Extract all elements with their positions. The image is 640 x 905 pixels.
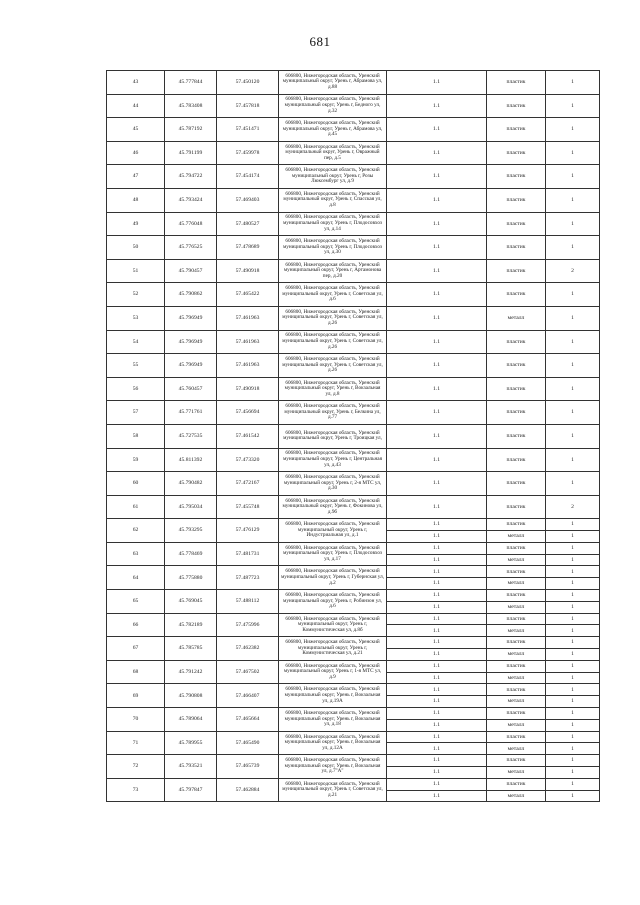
count-cell: 1	[546, 448, 600, 472]
table-row	[107, 188, 600, 212]
area-cell: 1.1	[387, 472, 487, 496]
area-cell: 1.1	[387, 672, 487, 684]
material-cell: пластик	[487, 519, 546, 531]
material-cell: пластик	[487, 684, 546, 696]
area-cell: 1.1	[387, 401, 487, 425]
area-cell: 1.1	[387, 71, 487, 95]
table-row	[107, 778, 600, 790]
address-cell: 606800, Нижегородская область, Уренский муниципальный округ, Урень г, 2-я МТС ул, д.30	[279, 472, 387, 496]
latitude-cell: 45.789064	[165, 708, 217, 732]
latitude-cell: 45.790457	[165, 259, 217, 283]
material-cell: пластик	[487, 424, 546, 448]
longitude-cell: 57.488112	[217, 590, 279, 614]
row-number-cell: 60	[107, 472, 165, 496]
table-row	[107, 141, 600, 165]
latitude-cell: 45.776525	[165, 236, 217, 260]
count-cell: 1	[546, 354, 600, 378]
longitude-cell: 57.476129	[217, 519, 279, 543]
count-cell: 1	[546, 625, 600, 637]
table-row	[107, 283, 600, 307]
address-cell: 606800, Нижегородская область, Уренский муниципальный округ, Урень г, Робинзон ул, д.6	[279, 590, 387, 614]
table-row	[107, 212, 600, 236]
material-cell: металл	[487, 649, 546, 661]
latitude-cell: 45.778469	[165, 542, 217, 566]
material-cell: пластик	[487, 401, 546, 425]
address-cell: 606800, Нижегородская область, Уренский муниципальный округ, Урень г, Абрамова ул, д.88	[279, 71, 387, 95]
count-cell: 1	[546, 719, 600, 731]
material-cell: пластик	[487, 495, 546, 519]
row-number-cell: 61	[107, 495, 165, 519]
table-row	[107, 71, 600, 95]
material-cell: пластик	[487, 448, 546, 472]
row-number-cell: 50	[107, 236, 165, 260]
latitude-cell: 45.811392	[165, 448, 217, 472]
area-cell: 1.1	[387, 731, 487, 743]
latitude-cell: 45.727535	[165, 424, 217, 448]
latitude-cell: 45.797847	[165, 778, 217, 802]
address-cell: 606800, Нижегородская область, Уренский муниципальный округ, Урень г, Троицкая ул,	[279, 424, 387, 448]
area-cell: 1.1	[387, 590, 487, 602]
address-cell: 606800, Нижегородская область, Уренский муниципальный округ, Урень г, 1-я МТС ул, д.9	[279, 660, 387, 684]
area-cell: 1.1	[387, 566, 487, 578]
page-number: 681	[309, 34, 331, 49]
material-cell: пластик	[487, 94, 546, 118]
address-cell: 606800, Нижегородская область, Уренский муниципальный округ, Урень г, Розы Люксембург ул, д.9	[279, 165, 387, 189]
address-cell: 606800, Нижегородская область, Уренский муниципальный округ, Урень г, Плодосовхоз ул, д.30	[279, 236, 387, 260]
address-cell: 606800, Нижегородская область, Уренский муниципальный округ, Урень г, Советская ул, д.26	[279, 306, 387, 330]
row-number-cell: 43	[107, 71, 165, 95]
area-cell: 1.1	[387, 236, 487, 260]
area-cell: 1.1	[387, 531, 487, 543]
count-cell: 2	[546, 495, 600, 519]
table-row	[107, 542, 600, 554]
table-row	[107, 519, 600, 531]
address-cell: 606800, Нижегородская область, Уренский муниципальный округ, Урень г, Спасская ул, д.8	[279, 188, 387, 212]
material-cell: пластик	[487, 778, 546, 790]
count-cell: 1	[546, 566, 600, 578]
area-cell: 1.1	[387, 188, 487, 212]
longitude-cell: 57.481731	[217, 542, 279, 566]
row-number-cell: 46	[107, 141, 165, 165]
address-cell: 606800, Нижегородская область, Уренский муниципальный округ, Урень г, Белкина ул, д.77	[279, 401, 387, 425]
count-cell: 1	[546, 601, 600, 613]
material-cell: пластик	[487, 71, 546, 95]
row-number-cell: 71	[107, 731, 165, 755]
address-cell: 606800, Нижегородская область, Уренский муниципальный округ, Урень г, Вокзальная ул, д.7"А"	[279, 755, 387, 779]
area-cell: 1.1	[387, 354, 487, 378]
latitude-cell: 45.793424	[165, 188, 217, 212]
address-cell: 606800, Нижегородская область, Уренский муниципальный округ, Урень г, Плодосовхоз ул, д.17	[279, 542, 387, 566]
table-body	[107, 71, 600, 802]
longitude-cell: 57.487723	[217, 566, 279, 590]
address-cell: 606800, Нижегородская область, Уренский муниципальный округ, Урень г, Вокзальная ул, д.12А	[279, 731, 387, 755]
latitude-cell: 45.791242	[165, 660, 217, 684]
material-cell: пластик	[487, 283, 546, 307]
row-number-cell: 48	[107, 188, 165, 212]
area-cell: 1.1	[387, 495, 487, 519]
row-number-cell: 57	[107, 401, 165, 425]
count-cell: 1	[546, 519, 600, 531]
longitude-cell: 57.469403	[217, 188, 279, 212]
address-cell: 606800, Нижегородская область, Уренский муниципальный округ, Урень г, Советская ул, д.26	[279, 330, 387, 354]
row-number-cell: 72	[107, 755, 165, 779]
longitude-cell: 57.462884	[217, 778, 279, 802]
table-row	[107, 306, 600, 330]
row-number-cell: 62	[107, 519, 165, 543]
material-cell: пластик	[487, 637, 546, 649]
row-number-cell: 53	[107, 306, 165, 330]
material-cell: пластик	[487, 141, 546, 165]
row-number-cell: 45	[107, 118, 165, 142]
table-row	[107, 708, 600, 720]
row-number-cell: 47	[107, 165, 165, 189]
area-cell: 1.1	[387, 578, 487, 590]
address-cell: 606800, Нижегородская область, Уренский муниципальный округ, Урень г, Советская ул, д.26	[279, 354, 387, 378]
table-row	[107, 401, 600, 425]
longitude-cell: 57.465739	[217, 755, 279, 779]
area-cell: 1.1	[387, 283, 487, 307]
longitude-cell: 57.461963	[217, 354, 279, 378]
count-cell: 2	[546, 259, 600, 283]
table-row	[107, 566, 600, 578]
table-row	[107, 354, 600, 378]
area-cell: 1.1	[387, 448, 487, 472]
count-cell: 1	[546, 94, 600, 118]
material-cell: пластик	[487, 377, 546, 401]
table-row	[107, 94, 600, 118]
address-cell: 606800, Нижегородская область, Уренский муниципальный округ, Урень г, Овражный пер, д.5	[279, 141, 387, 165]
table-row	[107, 377, 600, 401]
area-cell: 1.1	[387, 118, 487, 142]
material-cell: пластик	[487, 354, 546, 378]
area-cell: 1.1	[387, 306, 487, 330]
latitude-cell: 45.789955	[165, 731, 217, 755]
row-number-cell: 49	[107, 212, 165, 236]
area-cell: 1.1	[387, 696, 487, 708]
area-cell: 1.1	[387, 755, 487, 767]
table-row	[107, 637, 600, 649]
latitude-cell: 45.776048	[165, 212, 217, 236]
row-number-cell: 64	[107, 566, 165, 590]
count-cell: 1	[546, 542, 600, 554]
count-cell: 1	[546, 188, 600, 212]
row-number-cell: 56	[107, 377, 165, 401]
count-cell: 1	[546, 672, 600, 684]
area-cell: 1.1	[387, 743, 487, 755]
address-cell: 606800, Нижегородская область, Уренский муниципальный округ, Урень г, Центральная ул, д.43	[279, 448, 387, 472]
latitude-cell: 45.790862	[165, 283, 217, 307]
address-cell: 606800, Нижегородская область, Уренский муниципальный округ, Урень г, Артамонова пер, д.20	[279, 259, 387, 283]
latitude-cell: 45.796949	[165, 330, 217, 354]
address-cell: 606800, Нижегородская область, Уренский муниципальный округ, Урень г, Губернская ул, д.2	[279, 566, 387, 590]
row-number-cell: 52	[107, 283, 165, 307]
address-cell: 606800, Нижегородская область, Уренский муниципальный округ, Урень г, Вокзальная ул, д.19А	[279, 684, 387, 708]
row-number-cell: 59	[107, 448, 165, 472]
latitude-cell: 45.775880	[165, 566, 217, 590]
row-number-cell: 51	[107, 259, 165, 283]
table-row	[107, 731, 600, 743]
row-number-cell: 54	[107, 330, 165, 354]
longitude-cell: 57.472167	[217, 472, 279, 496]
address-cell: 606800, Нижегородская область, Уренский муниципальный округ, Урень г, Фокинова ул, д.9б	[279, 495, 387, 519]
material-cell: металл	[487, 578, 546, 590]
latitude-cell: 45.782189	[165, 613, 217, 637]
table-row	[107, 259, 600, 283]
material-cell: металл	[487, 601, 546, 613]
table-row	[107, 613, 600, 625]
longitude-cell: 57.465422	[217, 283, 279, 307]
longitude-cell: 57.461542	[217, 424, 279, 448]
row-number-cell: 63	[107, 542, 165, 566]
table-row	[107, 424, 600, 448]
address-cell: 606800, Нижегородская область, Уренский муниципальный округ, Урень г, Коммунистическая ул, д.8б	[279, 613, 387, 637]
longitude-cell: 57.457818	[217, 94, 279, 118]
material-cell: металл	[487, 719, 546, 731]
count-cell: 1	[546, 743, 600, 755]
latitude-cell: 45.785785	[165, 637, 217, 661]
material-cell: пластик	[487, 566, 546, 578]
address-cell: 606800, Нижегородская область, Уренский муниципальный округ, Урень г, Индустриальная ул, д.1	[279, 519, 387, 543]
latitude-cell: 45.796949	[165, 306, 217, 330]
table-row	[107, 590, 600, 602]
material-cell: металл	[487, 672, 546, 684]
material-cell: металл	[487, 306, 546, 330]
material-cell: металл	[487, 554, 546, 566]
area-cell: 1.1	[387, 259, 487, 283]
address-cell: 606800, Нижегородская область, Уренский муниципальный округ, Урень г, Советская ул, д.21	[279, 778, 387, 802]
area-cell: 1.1	[387, 637, 487, 649]
material-cell: пластик	[487, 165, 546, 189]
count-cell: 1	[546, 212, 600, 236]
area-cell: 1.1	[387, 542, 487, 554]
address-cell: 606800, Нижегородская область, Уренский муниципальный округ, Урень г, Абрамова ул, д.45	[279, 118, 387, 142]
count-cell: 1	[546, 767, 600, 779]
count-cell: 1	[546, 118, 600, 142]
area-cell: 1.1	[387, 94, 487, 118]
latitude-cell: 45.771761	[165, 401, 217, 425]
longitude-cell: 57.455748	[217, 495, 279, 519]
area-cell: 1.1	[387, 554, 487, 566]
count-cell: 1	[546, 649, 600, 661]
longitude-cell: 57.480527	[217, 212, 279, 236]
material-cell: пластик	[487, 212, 546, 236]
longitude-cell: 57.467502	[217, 660, 279, 684]
material-cell: пластик	[487, 259, 546, 283]
latitude-cell: 45.795034	[165, 495, 217, 519]
count-cell: 1	[546, 731, 600, 743]
count-cell: 1	[546, 424, 600, 448]
area-cell: 1.1	[387, 330, 487, 354]
area-cell: 1.1	[387, 660, 487, 672]
longitude-cell: 57.456694	[217, 401, 279, 425]
row-number-cell: 68	[107, 660, 165, 684]
table-row	[107, 448, 600, 472]
material-cell: металл	[487, 625, 546, 637]
row-number-cell: 44	[107, 94, 165, 118]
longitude-cell: 57.490918	[217, 259, 279, 283]
material-cell: пластик	[487, 188, 546, 212]
longitude-cell: 57.451471	[217, 118, 279, 142]
count-cell: 1	[546, 660, 600, 672]
count-cell: 1	[546, 778, 600, 790]
material-cell: металл	[487, 696, 546, 708]
count-cell: 1	[546, 236, 600, 260]
count-cell: 1	[546, 696, 600, 708]
count-cell: 1	[546, 401, 600, 425]
count-cell: 1	[546, 141, 600, 165]
latitude-cell: 45.796949	[165, 354, 217, 378]
count-cell: 1	[546, 684, 600, 696]
address-cell: 606800, Нижегородская область, Уренский муниципальный округ, Урень г, Плодосовхоз ул, д.14	[279, 212, 387, 236]
material-cell: пластик	[487, 590, 546, 602]
row-number-cell: 70	[107, 708, 165, 732]
count-cell: 1	[546, 637, 600, 649]
area-cell: 1.1	[387, 424, 487, 448]
area-cell: 1.1	[387, 684, 487, 696]
row-number-cell: 66	[107, 613, 165, 637]
material-cell: металл	[487, 531, 546, 543]
material-cell: пластик	[487, 472, 546, 496]
table-row	[107, 684, 600, 696]
material-cell: пластик	[487, 613, 546, 625]
longitude-cell: 57.465490	[217, 731, 279, 755]
longitude-cell: 57.490918	[217, 377, 279, 401]
count-cell: 1	[546, 283, 600, 307]
row-number-cell: 73	[107, 778, 165, 802]
longitude-cell: 57.454174	[217, 165, 279, 189]
latitude-cell: 45.793295	[165, 519, 217, 543]
area-cell: 1.1	[387, 790, 487, 802]
table-row	[107, 236, 600, 260]
count-cell: 1	[546, 531, 600, 543]
count-cell: 1	[546, 377, 600, 401]
material-cell: пластик	[487, 542, 546, 554]
count-cell: 1	[546, 330, 600, 354]
table-row	[107, 660, 600, 672]
count-cell: 1	[546, 306, 600, 330]
latitude-cell: 45.777844	[165, 71, 217, 95]
material-cell: пластик	[487, 731, 546, 743]
longitude-cell: 57.450120	[217, 71, 279, 95]
material-cell: пластик	[487, 660, 546, 672]
area-cell: 1.1	[387, 767, 487, 779]
count-cell: 1	[546, 790, 600, 802]
row-number-cell: 67	[107, 637, 165, 661]
longitude-cell: 57.459978	[217, 141, 279, 165]
latitude-cell: 45.783408	[165, 94, 217, 118]
address-cell: 606800, Нижегородская область, Уренский муниципальный округ, Урень г, Коммунистическая ул, д.21	[279, 637, 387, 661]
table-row	[107, 755, 600, 767]
count-cell: 1	[546, 708, 600, 720]
area-cell: 1.1	[387, 649, 487, 661]
count-cell: 1	[546, 590, 600, 602]
area-cell: 1.1	[387, 778, 487, 790]
count-cell: 1	[546, 755, 600, 767]
table-row	[107, 495, 600, 519]
address-cell: 606800, Нижегородская область, Уренский муниципальный округ, Урень г, Вокзальная ул, д.8	[279, 377, 387, 401]
latitude-cell: 45.787192	[165, 118, 217, 142]
longitude-cell: 57.466407	[217, 684, 279, 708]
latitude-cell: 45.769045	[165, 590, 217, 614]
address-cell: 606800, Нижегородская область, Уренский муниципальный округ, Урень г, Советская ул, д.6	[279, 283, 387, 307]
count-cell: 1	[546, 165, 600, 189]
latitude-cell: 45.791199	[165, 141, 217, 165]
longitude-cell: 57.475996	[217, 613, 279, 637]
latitude-cell: 45.760457	[165, 377, 217, 401]
area-cell: 1.1	[387, 212, 487, 236]
table-row	[107, 118, 600, 142]
container-sites-table	[106, 70, 600, 802]
material-cell: металл	[487, 767, 546, 779]
longitude-cell: 57.461963	[217, 306, 279, 330]
material-cell: металл	[487, 790, 546, 802]
material-cell: металл	[487, 743, 546, 755]
area-cell: 1.1	[387, 141, 487, 165]
material-cell: пластик	[487, 118, 546, 142]
count-cell: 1	[546, 613, 600, 625]
address-cell: 606800, Нижегородская область, Уренский муниципальный округ, Урень г, Бедного ул, д.32	[279, 94, 387, 118]
row-number-cell: 65	[107, 590, 165, 614]
address-cell: 606800, Нижегородская область, Уренский муниципальный округ, Урень г, Вокзальная ул, д.18	[279, 708, 387, 732]
table-row	[107, 165, 600, 189]
area-cell: 1.1	[387, 601, 487, 613]
area-cell: 1.1	[387, 708, 487, 720]
latitude-cell: 45.790482	[165, 472, 217, 496]
area-cell: 1.1	[387, 165, 487, 189]
area-cell: 1.1	[387, 613, 487, 625]
latitude-cell: 45.793521	[165, 755, 217, 779]
latitude-cell: 45.790808	[165, 684, 217, 708]
table-row	[107, 330, 600, 354]
count-cell: 1	[546, 554, 600, 566]
area-cell: 1.1	[387, 519, 487, 531]
longitude-cell: 57.478689	[217, 236, 279, 260]
row-number-cell: 55	[107, 354, 165, 378]
count-cell: 1	[546, 578, 600, 590]
count-cell: 1	[546, 472, 600, 496]
longitude-cell: 57.462382	[217, 637, 279, 661]
table-row	[107, 472, 600, 496]
row-number-cell: 58	[107, 424, 165, 448]
longitude-cell: 57.461963	[217, 330, 279, 354]
material-cell: пластик	[487, 236, 546, 260]
longitude-cell: 57.465664	[217, 708, 279, 732]
latitude-cell: 45.794722	[165, 165, 217, 189]
material-cell: пластик	[487, 755, 546, 767]
longitude-cell: 57.473320	[217, 448, 279, 472]
material-cell: пластик	[487, 330, 546, 354]
area-cell: 1.1	[387, 719, 487, 731]
material-cell: пластик	[487, 708, 546, 720]
area-cell: 1.1	[387, 625, 487, 637]
row-number-cell: 69	[107, 684, 165, 708]
count-cell: 1	[546, 71, 600, 95]
area-cell: 1.1	[387, 377, 487, 401]
